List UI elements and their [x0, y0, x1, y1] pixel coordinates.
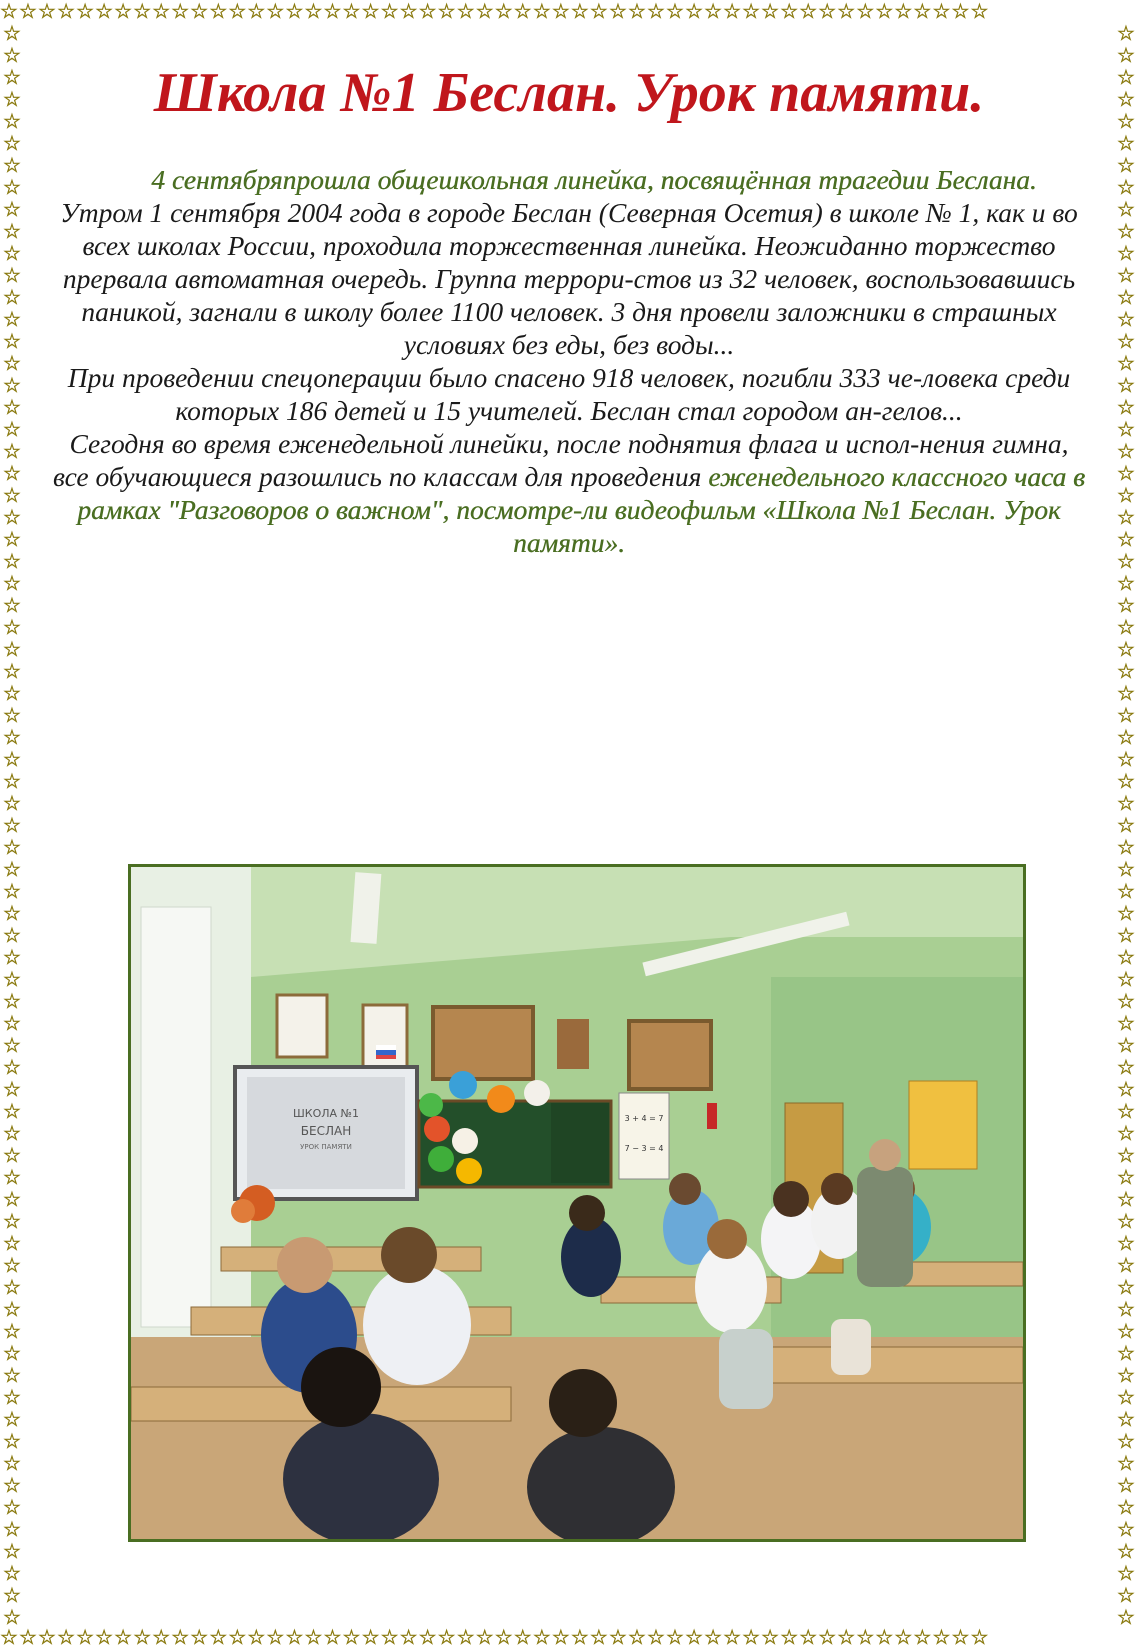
intro-paragraph: 4 сентябряпрошла общешкольная линейка, посвящённая трагедии Беслана. — [151, 164, 1037, 195]
page-title: Школа №1 Беслан. Урок памяти. — [153, 62, 985, 124]
history-paragraph-2: При проведении спецоперации было спасено 918 человек, погибли 333 че-ловека среди которых 186 детей и 15 учителей. Беслан стал городом ан-гелов... — [67, 362, 1071, 426]
board-card-1: 3 + 4 = 7 — [624, 1114, 664, 1123]
screen-line-1: ШКОЛА №1 — [293, 1107, 359, 1120]
screen-line-2: БЕСЛАН — [300, 1124, 352, 1138]
history-paragraph-1: Утром 1 сентября 2004 года в городе Беслан (Северная Осетия) в школе № 1, как и во всех школах России, проходила торжественная линейка. Неожиданно торжество прервала автоматная очередь. Группа террори-стов из 32 человек, воспользовавшись паникой, загнали в школу более 1100 человек. 3 дня провели заложники в страшных условиях без еды, без воды... — [60, 197, 1078, 360]
classroom-photo — [128, 864, 1026, 1542]
star-border-left: ☆☆☆☆☆☆☆☆☆☆☆☆☆☆☆☆☆☆☆☆☆☆☆☆☆☆☆☆☆☆☆☆☆☆☆☆☆☆☆☆☆☆☆☆☆☆☆☆☆☆☆☆☆☆☆☆☆☆☆☆☆☆☆☆☆☆☆☆☆☆☆☆☆ — [3, 22, 21, 1626]
board-card-2: 7 − 3 = 4 — [624, 1144, 664, 1153]
star-border-right: ☆☆☆☆☆☆☆☆☆☆☆☆☆☆☆☆☆☆☆☆☆☆☆☆☆☆☆☆☆☆☆☆☆☆☆☆☆☆☆☆☆☆☆☆☆☆☆☆☆☆☆☆☆☆☆☆☆☆☆☆☆☆☆☆☆☆☆☆☆☆☆☆☆ — [1117, 22, 1135, 1626]
today-text: Сегодня во время еженедельной линейки, после поднятия флага и испол-нения гимна, все обучающиеся разошлись по классам для проведения — [53, 428, 1069, 492]
screen-line-3: УРОК ПАМЯТИ — [300, 1143, 352, 1151]
star-border-top: ☆☆☆☆☆☆☆☆☆☆☆☆☆☆☆☆☆☆☆☆☆☆☆☆☆☆☆☆☆☆☆☆☆☆☆☆☆☆☆☆☆☆☆☆☆☆☆☆☆☆☆☆ — [0, 0, 990, 23]
article-body — [52, 163, 1086, 559]
star-border-bottom: ☆☆☆☆☆☆☆☆☆☆☆☆☆☆☆☆☆☆☆☆☆☆☆☆☆☆☆☆☆☆☆☆☆☆☆☆☆☆☆☆☆☆☆☆☆☆☆☆☆☆☆☆ — [0, 1626, 990, 1649]
classroom-illustration — [131, 867, 1023, 1539]
today-highlight: еженедельного классного часа в рамках "Разговоров о важном", посмотре-ли видеофильм «Школа №1 Беслан. Урок памяти». — [77, 461, 1085, 558]
today-paragraph — [52, 427, 1086, 559]
